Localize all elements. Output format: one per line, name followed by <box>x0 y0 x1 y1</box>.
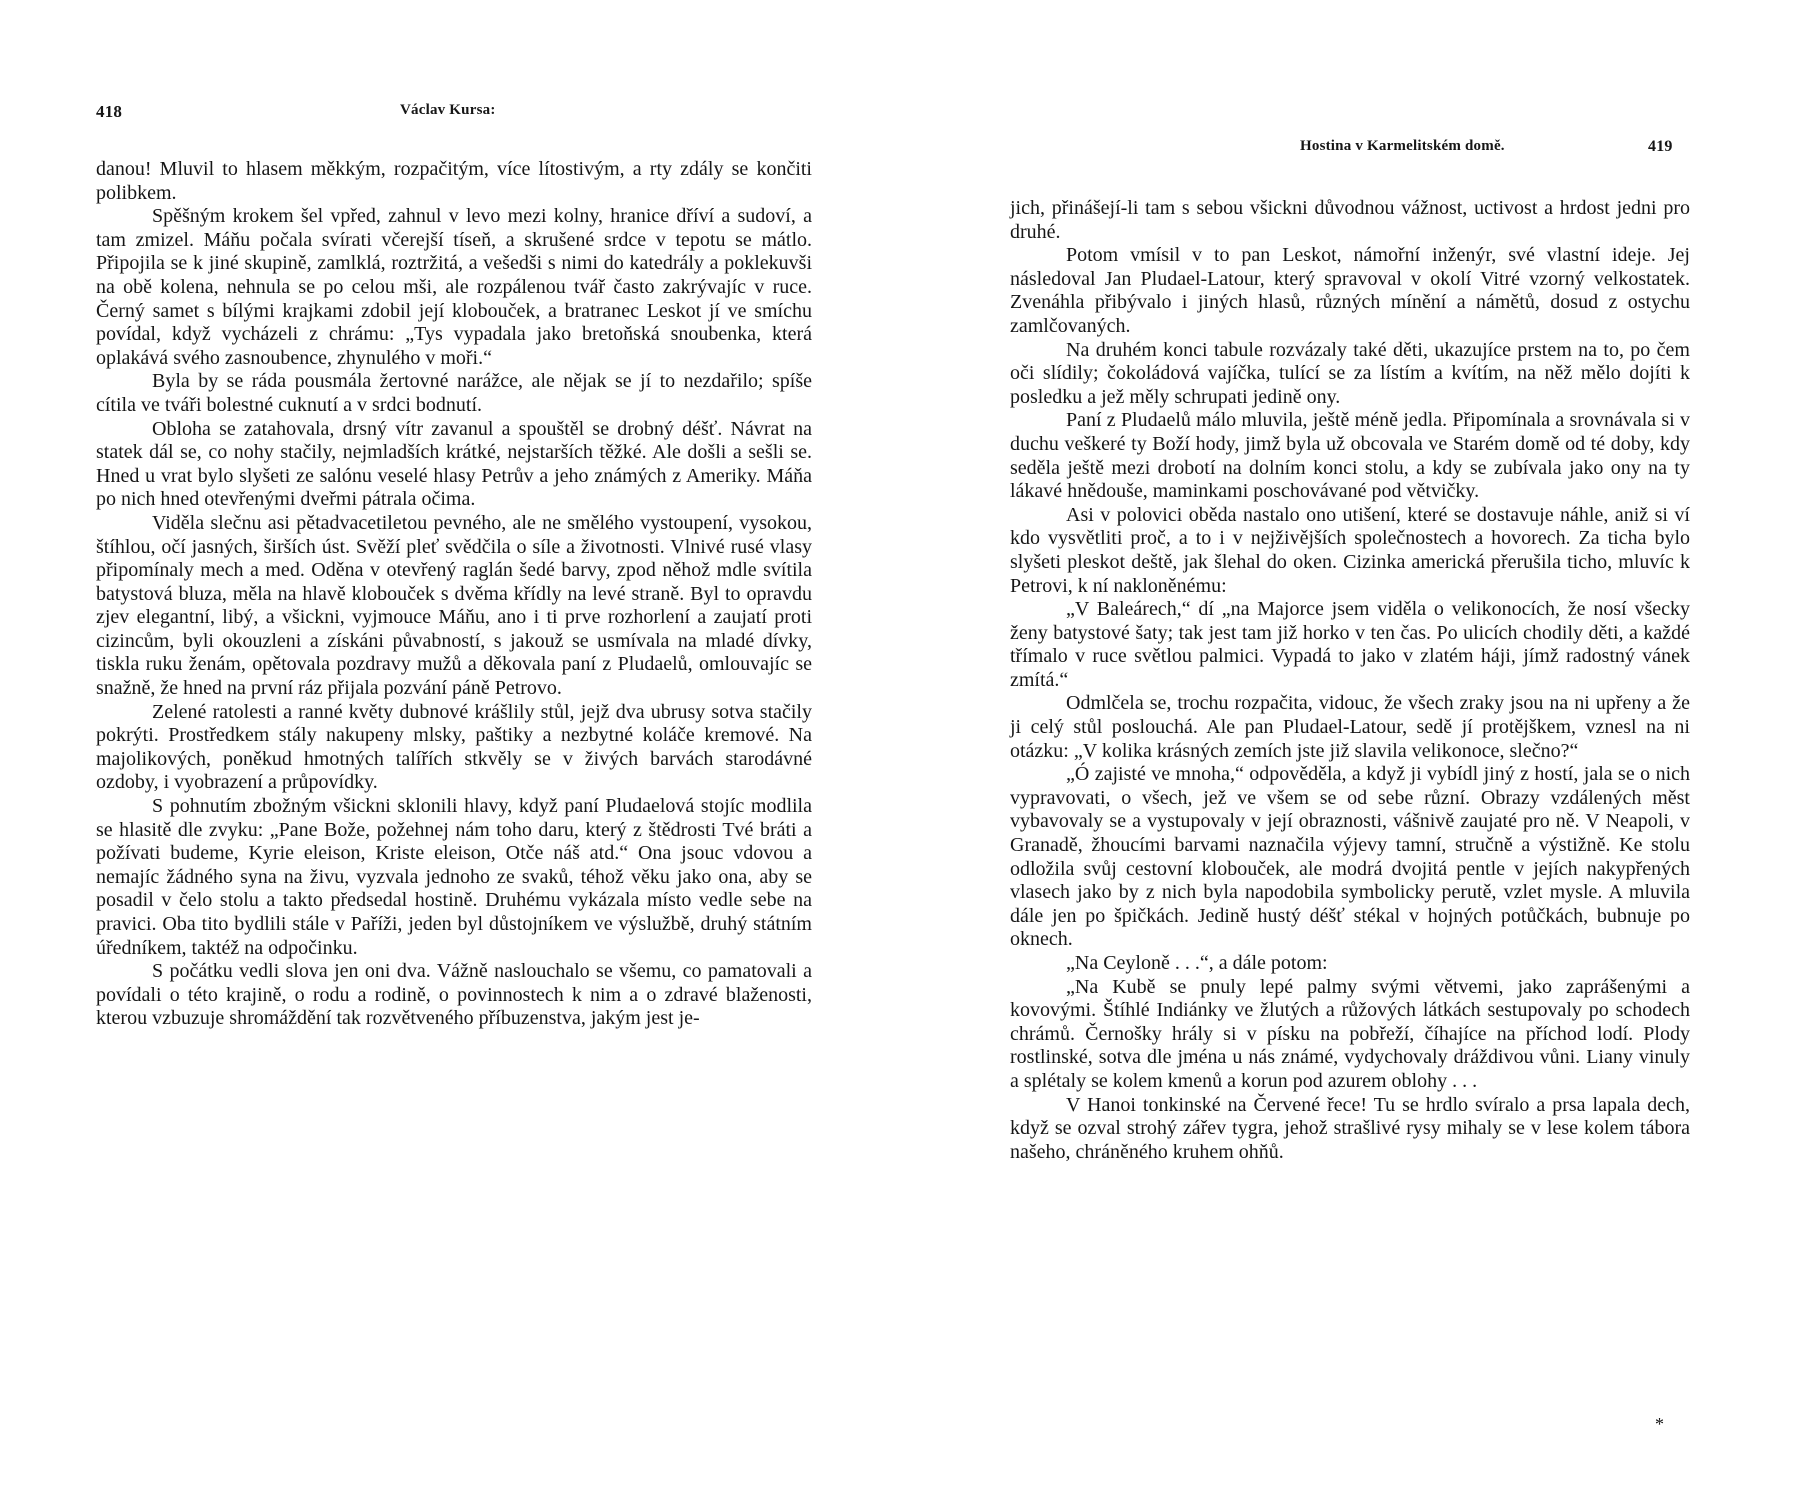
paragraph: „Na Kubě se pnuly lepé palmy svými větvemi, jako zaprášenými a kovovými. Štíhlé Indiánky ve žlutých a růžových látkách sestupovaly po schodech chrámů. Černošky hrály si v písku na pobřeží, číhajíce na příchod lodí. Plody rostlinské, sotva dle jména u nás známé, vydychovaly dráždivou vůni. Liany vinuly a splétaly se kolem kmenů a korun pod azurem oblohy . . . <box>1010 975 1690 1092</box>
paragraph: „Ó zajisté ve mnoha,“ odpověděla, a když ji vybídl jiný z hostí, jala se o nich vypravovati, o všech, jež ve všem se od sebe různí. Obrazy vzdálených měst vybavovaly se a vystupovaly v její obraznosti, vášnivě zaujaté pro ně. V Neapoli, v Granadě, žhoucími barvami naznačila výjevy tamní, stručně a výstižně. Ke stolu odložila svůj cestovní klobouček, ale modrá dvojitá pentle v jejích nakypřených vlasech jako by z nich byla napodobila symbolicky perutě, vzlet mysle. A mluvila dále jen po špičkách. Jedině hustý déšť stékal v hojných potůčkách, bubnuje po oknech. <box>1010 763 1690 951</box>
paragraph: S počátku vedli slova jen oni dva. Vážně naslouchalo se všemu, co pamatovali a povídali o této krajině, o rodu a rodině, o povinnostech k nim a o zdravé blaženosti, kterou vzbuzuje shromáždění tak rozvětveného příbuzenstva, jakým jest je- <box>96 960 812 1030</box>
paragraph: Na druhém konci tabule rozvázaly také děti, ukazujíce prstem na to, po čem oči slídily; čokoládová vajíčka, tulící se za lístím a kvítím, na něž mělo dojíti k posledku a jež měly schrupati jedině ony. <box>1010 338 1690 408</box>
paragraph: Byla by se ráda pousmála žertovné narážce, ale nějak se jí to nezdařilo; spíše cítila ve tváři bolestné cuknutí a v srdci bodnutí. <box>96 370 812 416</box>
paragraph: danou! Mluvil to hlasem měkkým, rozpačitým, více lítostivým, a rty zdály se končiti polibkem. <box>96 158 812 204</box>
paragraph: Odmlčela se, trochu rozpačita, vidouc, že všech zraky jsou na ni upřeny a že ji celý stůl poslouchá. Ale pan Pludael-Latour, sedě jí protějškem, vznesl na ni otázku: „V kolika krásných zemích jste již slavila velikonoce, slečno?“ <box>1010 692 1690 762</box>
paragraph: Spěšným krokem šel vpřed, zahnul v levo mezi kolny, hranice dříví a sudoví, a tam zmizel. Máňu počala svírati včerejší tíseň, a skrušené srdce v tepotu se mátlo. Připojila se k jiné skupině, zamlklá, roztržitá, a vešedši s nimi do katedrály a poklekuvši na obě kolena, nehnula se po celou mši, ale rozpálenou tvář často zakrývajíc v ruce. Černý samet s bílými krajkami zdobil její klobouček, a bratranec Leskot jí ve smíchu povídal, když vycházeli z chrámu: „Tys vypadala jako bretoňská snoubenka, která oplakává svého zasnoubence, zhynulého v moři.“ <box>96 205 812 369</box>
paragraph: V Hanoi tonkinské na Červené řece! Tu se hrdlo svíralo a prsa lapala dech, když se ozval strohý zářev tygra, jehož strašlivé rysy mihaly se v lese kolem tábora našeho, chráněného kruhem ohňů. <box>1010 1093 1690 1163</box>
paragraph: „V Baleárech,“ dí „na Majorce jsem viděla o velikonocích, že nosí všecky ženy batystové šaty; tak jest tam již horko v ten čas. Po ulicích chodily děti, a každé třímalo v ruce světlou palmici. Vypadá to jako v zlatém háji, jímž radostný vánek zmítá.“ <box>1010 598 1690 691</box>
right-page-text <box>1010 197 1690 1164</box>
running-head-right: Hostina v Karmelitském domě. <box>1300 138 1505 154</box>
running-head-left: Václav Kursa: <box>400 102 496 118</box>
paragraph: Paní z Pludaelů málo mluvila, ještě méně jedla. Připomínala a srovnávala si v duchu veškeré ty Boží hody, jimž byla už obcovala ve Starém domě od té doby, kdy seděla ještě mezi drobotí na dolním konci stolu, a kdy se zubívala jako ony na ty lákavé hnědouše, maminkami poschovávané pod větvičky. <box>1010 409 1690 503</box>
paragraph: Viděla slečnu asi pětadvacetiletou pevného, ale ne smělého vystoupení, vysokou, štíhlou, očí jasných, širších úst. Svěží pleť svědčila o síle a životnosti. Vlnivé rusé vlasy připomínaly mech a med. Oděna v otevřený raglán šedé barvy, zpod něhož mdle svítila batystová bluza, měla na hlavě klobouček s dvěma křídly na levé straně. Byl to opravdu zjev elegantní, libý, a všickni, vyjmouce Máňu, ano i ti prve rozhorlení a zaujatí proti cizincům, byli okouzleni a získáni půvabností, s jakouž se usmívala na mladé dívky, tiskla ruku ženám, opětovala pozdravy mužů a děkovala paní z Pludaelů, omlouvajíc se snažně, že hned na první ráz přijala pozvání páně Petrovo. <box>96 511 812 700</box>
paragraph: Potom vmísil v to pan Leskot, námořní inženýr, své vlastní ideje. Jej následoval Jan Pludael-Latour, který spravoval v okolí Vitré vzorný velkostatek. Zvenáhla přibývalo i jiných hlasů, různých mínění a námětů, dosud z ostychu zamlčovaných. <box>1010 244 1690 337</box>
paragraph: „Na Ceyloně . . .“, a dále potom: <box>1066 952 1328 974</box>
page-number-left: 418 <box>96 102 123 121</box>
paragraph: S pohnutím zbožným všickni sklonili hlavy, když paní Pludaelová stojíc modlila se hlasitě dle zvyku: „Pane Bože, požehnej nám toho daru, který z štědrosti Tvé bráti a požívati budeme, Kyrie eleison, Kriste eleison, Otče náš atd.“ Ona jsouc vdovou a nemajíc žádného syna na živu, vyzvala jednoho ze svaků, téhož věku jako ona, aby se posadil v čelo stolu a takto předsedal hostině. Druhému vykázala místo vedle sebe na pravici. Oba tito bydlili stále v Paříži, jeden byl důstojníkem ve výslužbě, druhý státním úředníkem, taktéž na odpočinku. <box>96 795 812 959</box>
paragraph: jich, přinášejí-li tam s sebou všickni důvodnou vážnost, uctivost a hrdost jedni pro druhé. <box>1010 197 1690 243</box>
paragraph: Obloha se zatahovala, drsný vítr zavanul a spouštěl se drobný déšť. Návrat na statek dál se, co nohy stačily, nejmladších krátké, nejstarších těžké. Ale došli a sešli se. Hned u vrat bylo slyšeti ze salónu veselé hlasy Petrův a jeho známých z Ameriky. Máňa po nich hned otevřenými dveřmi pátrala očima. <box>96 417 812 511</box>
end-asterisk: * <box>1655 1414 1664 1434</box>
paragraph: Zelené ratolesti a ranné květy dubnové krášlily stůl, jejž dva ubrusy sotva stačily pokrýti. Prostředkem stály nakupeny mlsky, paštiky a nezbytné koláče kremové. Na majolikových, poněkud hmotných talířích stkvěly se v živých barvách starodávné ozdoby, i vyobrazení a průpovídky. <box>96 700 812 794</box>
left-page-text <box>96 158 812 1031</box>
paragraph: Asi v polovici oběda nastalo ono utišení, které se dostavuje náhle, aniž si ví kdo vysvětliti proč, a to i v nejživějších společnostech a hovorech. Za ticha bylo slyšeti pleskot deště, jak šlehal do oken. Cizinka americká přerušila ticho, mluvíc k Petrovi, k ní nakloněnému: <box>1010 503 1690 597</box>
right-page <box>900 0 1800 1500</box>
page-number-right: 419 <box>1648 138 1673 155</box>
